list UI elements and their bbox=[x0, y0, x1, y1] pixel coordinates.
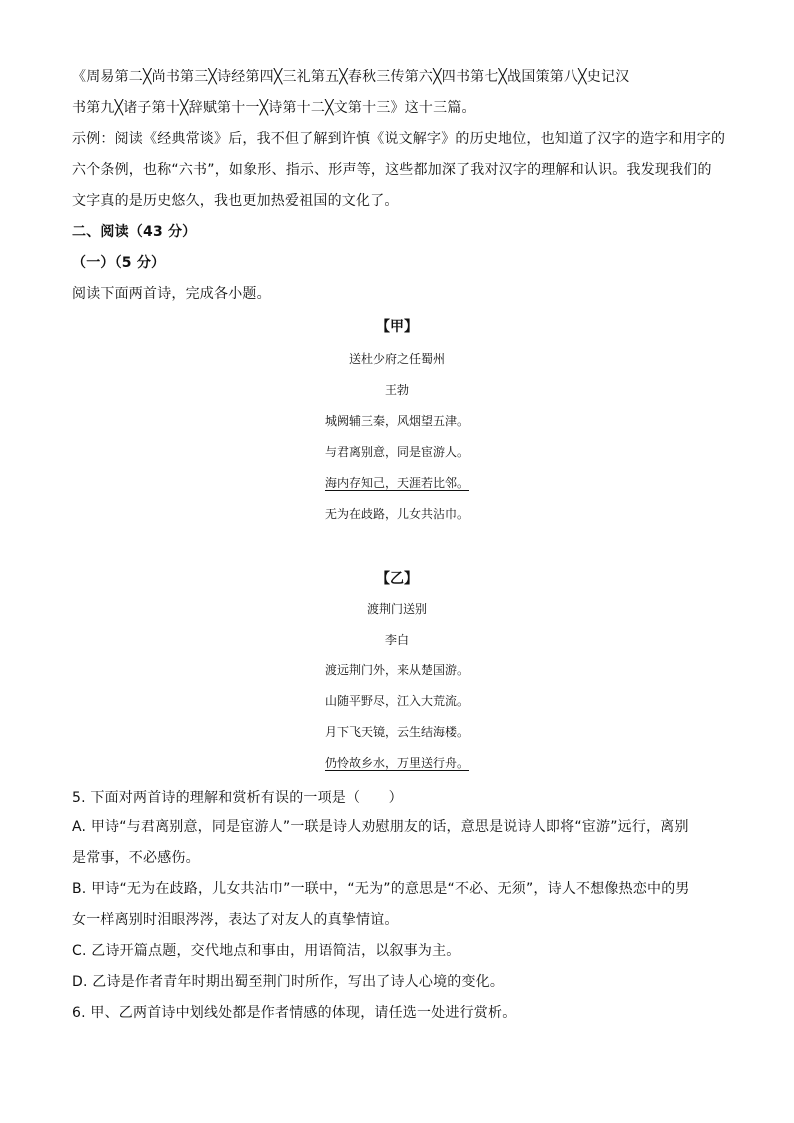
section-title: 二、阅读（43 分） bbox=[72, 224, 197, 240]
question-5-option-b-line-1: B. 甲诗“无为在歧路，儿女共沾巾”一联中，“无为”的意思是“不必、无须”，诗人不想像热恋中的男 bbox=[72, 881, 690, 897]
poem-b-mark: 【乙】 bbox=[376, 571, 418, 587]
poem-a-line-4: 无为在歧路，儿女共沾巾。 bbox=[324, 507, 469, 521]
subsection-title: （一）（5 分） bbox=[72, 255, 166, 271]
intro-line-3: 示例：阅读《经典常谈》后，我不但了解到许慎《说文解字》的历史地位，也知道了汉字的造字和用字的 bbox=[72, 131, 726, 147]
poem-b-line-4-underlined: 仍怜故乡水，万里送行舟。 bbox=[324, 756, 469, 770]
reading-instruction: 阅读下面两首诗，完成各小题。 bbox=[72, 286, 271, 302]
question-5-option-b-line-2: 女一样离别时泪眼涔涔，表达了对友人的真挚情谊。 bbox=[72, 912, 399, 928]
poem-a-line-1: 城阙辅三秦，风烟望五津。 bbox=[324, 414, 469, 428]
poem-b-author: 李白 bbox=[384, 633, 409, 647]
intro-line-2: 书第九╳诸子第十╳辞赋第十一╳诗第十二╳文第十三》这十三篇。 bbox=[72, 100, 476, 116]
poem-b-line-3: 月下飞天镜，云生结海楼。 bbox=[324, 725, 469, 739]
poem-b-line-1: 渡远荆门外，来从楚国游。 bbox=[324, 663, 469, 677]
question-5-stem: 5. 下面对两首诗的理解和赏析有误的一项是（ ） bbox=[72, 790, 403, 806]
question-5-option-d: D. 乙诗是作者青年时期出蜀至荆门时所作，写出了诗人心境的变化。 bbox=[72, 974, 505, 990]
poem-a-author: 王勃 bbox=[384, 383, 409, 397]
poem-b-title: 渡荆门送别 bbox=[366, 602, 427, 616]
poem-a-line-2: 与君离别意，同是宦游人。 bbox=[324, 445, 469, 459]
intro-line-4: 六个条例，也称“六书”，如象形、指示、形声等，这些都加深了我对汉字的理解和认识。我发现我们的 bbox=[72, 162, 712, 178]
question-5-option-c: C. 乙诗开篇点题，交代地点和事由，用语简洁，以叙事为主。 bbox=[72, 943, 461, 959]
poem-a-title: 送杜少府之任蜀州 bbox=[348, 352, 445, 366]
question-6-stem: 6. 甲、乙两首诗中划线处都是作者情感的体现，请任选一处进行赏析。 bbox=[72, 1005, 517, 1021]
poem-a-mark: 【甲】 bbox=[376, 319, 418, 335]
poem-b-line-2: 山随平野尽，江入大荒流。 bbox=[324, 694, 469, 708]
intro-line-5: 文字真的是历史悠久，我也更加热爱祖国的文化了。 bbox=[72, 193, 399, 209]
question-5-option-a-line-2: 是常事，不必感伤。 bbox=[72, 850, 200, 866]
intro-line-1: 《周易第二╳尚书第三╳诗经第四╳三礼第五╳春秋三传第六╳四书第七╳战国策第八╳史记汉 bbox=[72, 69, 630, 85]
question-5-option-a-line-1: A. 甲诗“与君离别意，同是宦游人”一联是诗人劝慰朋友的话，意思是说诗人即将“宦游”远行，离别 bbox=[72, 819, 689, 835]
poem-a-line-3-underlined: 海内存知己，天涯若比邻。 bbox=[324, 476, 469, 490]
